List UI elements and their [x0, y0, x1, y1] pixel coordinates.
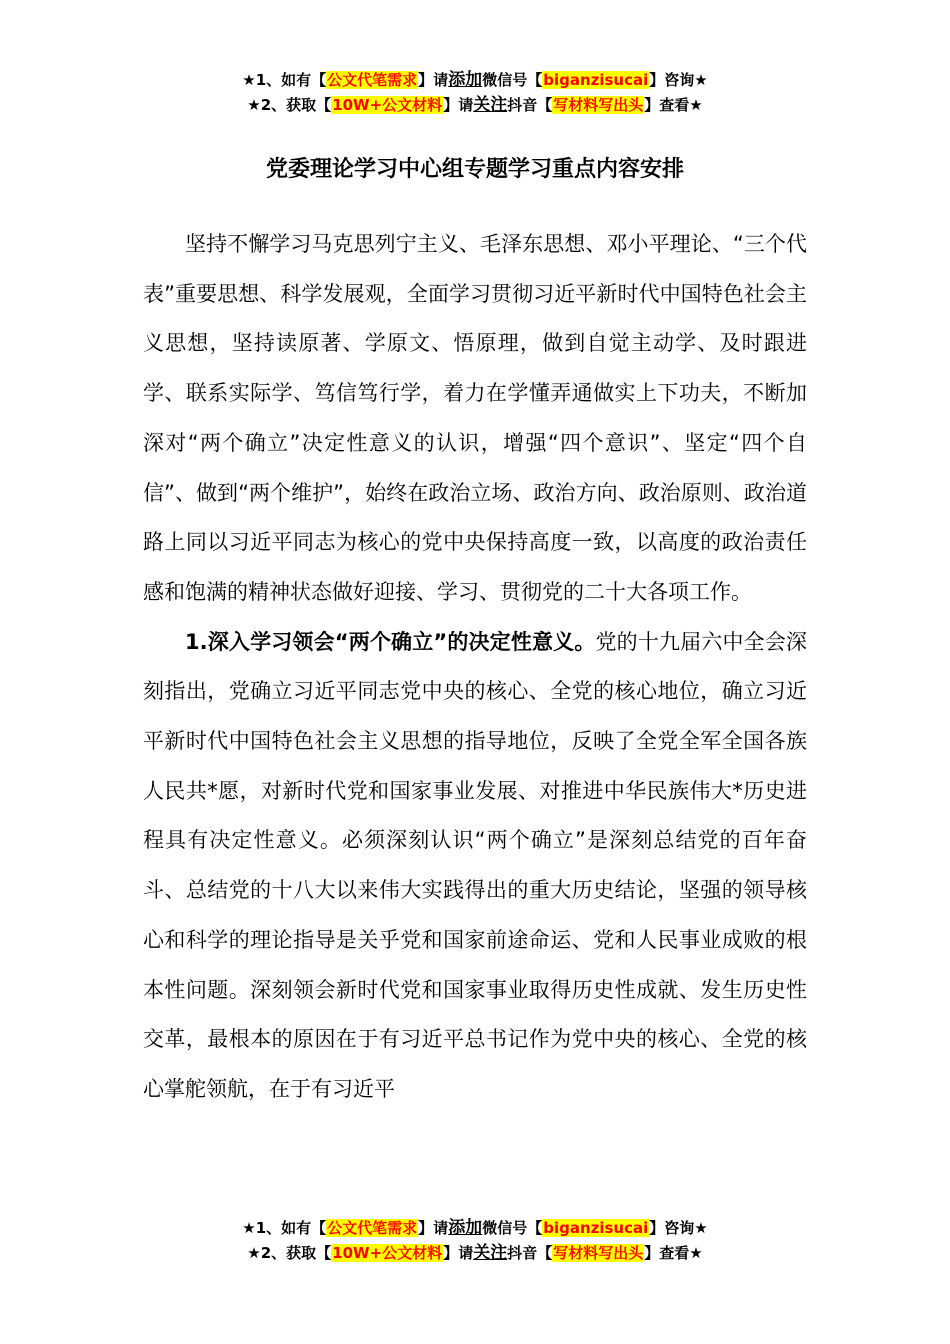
promo-underlined: 添加 [448, 70, 483, 90]
section-1-body: 党的十九届六中全会深刻指出，党确立习近平同志党中央的核心、全党的核心地位，确立习近平新时代中国特色社会主义思想的指导地位，反映了全党全军全国各族人民共*愿，对新时代党和国家事业发展、对推进中华民族伟大*历史进程具有决定性意义。必须深刻认识“两个确立”是深刻总结党的百年奋斗、总结党的十八大以来伟大实践得出的重大历史结论，坚强的领导核心和科学的理论指导是关乎党和国家前途命运、党和人民事业成败的根本性问题。深刻领会新时代党和国家事业取得历史性成就、发生历史性交革，最根本的原因在于有习近平总书记作为党中央的核心、全党的核心掌舵领航，在于有习近平 [143, 629, 807, 1101]
bottom-promo-banner [0, 1216, 950, 1266]
promo-text: 】请 [443, 96, 474, 114]
promo-text: 】请 [443, 1244, 474, 1262]
promo-underlined: 添加 [448, 1218, 483, 1238]
promo-highlight: 公文代笔需求 [327, 71, 418, 89]
section-1-paragraph [143, 618, 807, 1115]
promo-text: ★2、获取【 [247, 96, 332, 114]
promo-highlight: 10W+公文材料 [332, 96, 443, 114]
promo-underlined: 关注 [473, 1243, 508, 1263]
promo-line-1 [0, 68, 950, 93]
promo-text: 】咨询★ [649, 71, 708, 89]
top-promo-banner [0, 68, 950, 118]
promo-text: 】咨询★ [649, 1219, 708, 1237]
promo-text: 】查看★ [644, 96, 703, 114]
promo-text: 微信号【 [482, 1219, 543, 1237]
promo-highlight: 公文代笔需求 [327, 1219, 418, 1237]
promo-highlight: 写材料写出头 [553, 1244, 644, 1262]
promo-text: 微信号【 [482, 71, 543, 89]
promo-underlined: 关注 [473, 95, 508, 115]
promo-text: ★2、获取【 [247, 1244, 332, 1262]
promo-line-2 [0, 93, 950, 118]
promo-highlight: biganzisucai [543, 71, 649, 89]
promo-text: 抖音【 [507, 96, 553, 114]
promo-highlight: 写材料写出头 [553, 96, 644, 114]
intro-paragraph: 坚持不懈学习马克思列宁主义、毛泽东思想、邓小平理论、“三个代表”重要思想、科学发展观，全面学习贯彻习近平新时代中国特色社会主义思想，坚持读原著、学原文、悟原理，做到自觉主动学、及时跟进学、联系实际学、笃信笃行学，着力在学懂弄通做实上下功夫，不断加深对“两个确立”决定性意义的认识，增强“四个意识”、坚定“四个自信”、做到“两个维护”，始终在政治立场、政治方向、政治原则、政治道路上同以习近平同志为核心的党中央保持高度一致，以高度的政治责任感和饱满的精神状态做好迎接、学习、贯彻党的二十大各项工作。 [143, 232, 807, 604]
document-title: 党委理论学习中心组专题学习重点内容安排 [265, 157, 684, 182]
section-1-heading: 1.深入学习领会“两个确立”的决定性意义。 [185, 629, 596, 654]
promo-line-2 [0, 1241, 950, 1266]
promo-text: ★1、如有【 [242, 1219, 327, 1237]
promo-text: ★1、如有【 [242, 71, 327, 89]
promo-line-1 [0, 1216, 950, 1241]
promo-highlight: biganzisucai [543, 1219, 649, 1237]
promo-highlight: 10W+公文材料 [332, 1244, 443, 1262]
promo-text: 】查看★ [644, 1244, 703, 1262]
promo-text: 】请 [418, 71, 449, 89]
promo-text: 】请 [418, 1219, 449, 1237]
document-body [143, 220, 807, 1115]
promo-text: 抖音【 [507, 1244, 553, 1262]
